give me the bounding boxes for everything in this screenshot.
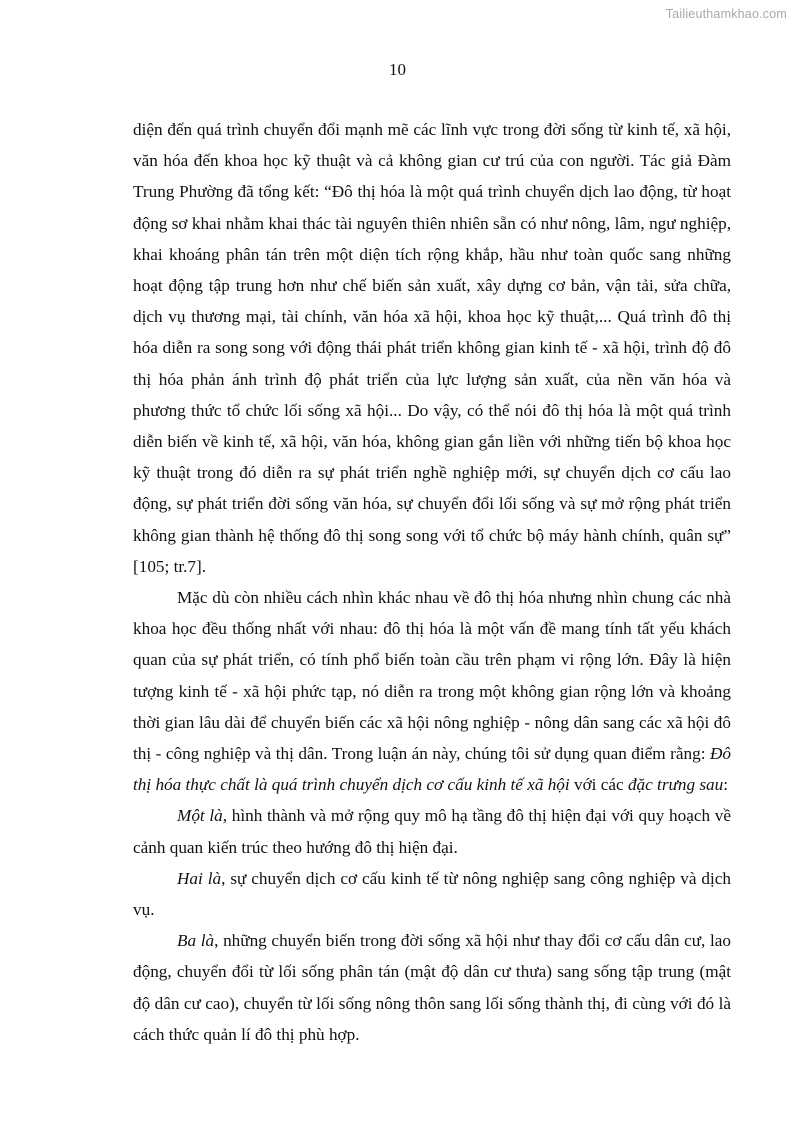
point-two-text: , sự chuyển dịch cơ cấu kinh tế từ nông nghiệp sang công nghiệp và dịch vụ. — [133, 868, 731, 920]
definition-text-after: : — [723, 775, 729, 795]
paragraph-point-one — [133, 800, 731, 862]
paragraph-point-two — [133, 863, 731, 925]
document-body — [133, 114, 731, 1050]
point-three-label: Ba là — [177, 931, 215, 951]
characteristics-emphasis: đặc trưng sau — [627, 775, 724, 795]
definition-text-middle: với các — [569, 775, 628, 795]
point-one-text: , hình thành và mở rộng quy mô hạ tầng đô thị hiện đại với quy hoạch về cảnh quan kiến trúc theo hướng đô thị hiện đại. — [133, 806, 731, 857]
paragraph-quote: diện đến quá trình chuyển đổi mạnh mẽ các lĩnh vực trong đời sống từ kinh tế, xã hội, văn hóa đến khoa học kỹ thuật và cả không gian cư trú của con người. Tác giả Đàm Trung Phường đã tổng kết: “Đô thị hóa là một quá trình chuyển dịch lao động, từ hoạt động sơ khai nhằm khai thác tài nguyên thiên nhiên sẵn có như nông, lâm, ngư nghiệp, khai khoáng phân tán trên một diện tích rộng khắp, hầu như toàn quốc sang những hoạt động tập trung hơn như chế biến sản xuất, xây dựng cơ bản, vận tải, sửa chữa, dịch vụ thương mại, tài chính, văn hóa xã hội, khoa học kỹ thuật,... Quá trình đô thị hóa diễn ra song song với động thái phát triển không gian kinh tế - xã hội, trình độ đô thị hóa phản ánh trình độ phát triển của lực lượng sản xuất, của nền văn hóa và phương thức tổ chức lối sống xã hội... Do vậy, có thể nói đô thị hóa là một quá trình diễn biến về kinh tế, xã hội, văn hóa, không gian gắn liền với những tiến bộ khoa học kỹ thuật trong đó diễn ra sự phát triển nghề nghiệp mới, sự chuyển dịch cơ cấu lao động, sự phát triển đời sống văn hóa, sự chuyển đổi lối sống và sự mở rộng phát triển không gian thành hệ thống đô thị song song với tổ chức bộ máy hành chính, quân sự” [105; tr.7]. — [133, 120, 731, 576]
definition-emphasis: Đô thị hóa thực chất là quá trình chuyển dịch cơ cấu kinh tế xã hội — [133, 744, 731, 795]
watermark: Tailieuthamkhao.com — [665, 7, 787, 21]
page-number: 10 — [389, 60, 406, 79]
paragraph-point-three — [133, 925, 731, 1050]
point-three-text: , những chuyển biến trong đời sống xã hội như thay đổi cơ cấu dân cư, lao động, chuyển đổi từ lối sống phân tán (mật độ dân cư thưa) sang sống tập trung (mật độ dân cư cao), chuyển từ lối sống nông thôn sang lối sống thành thị, đi cùng với đó là cách thức quản lí đô thị phù hợp. — [133, 931, 731, 1044]
point-two-label: Hai là — [177, 868, 222, 888]
paragraph-definition — [133, 582, 731, 800]
definition-text-before: Mặc dù còn nhiều cách nhìn khác nhau về đô thị hóa nhưng nhìn chung các nhà khoa học đều thống nhất với nhau: đô thị hóa là một vấn đề mang tính tất yếu khách quan của sự phát triển, có tính phổ biến toàn cầu trên phạm vi rộng lớn. Đây là hiện tượng kinh tế - xã hội phức tạp, nó diễn ra trong một không gian rộng lớn và khoảng thời gian lâu dài để chuyển biến các xã hội nông nghiệp - nông dân sang các xã hội đô thị - công nghiệp và thị dân. Trong luận án này, chúng tôi sử dụng quan điểm rằng: — [133, 588, 731, 764]
point-one-label: Một là — [177, 806, 223, 826]
